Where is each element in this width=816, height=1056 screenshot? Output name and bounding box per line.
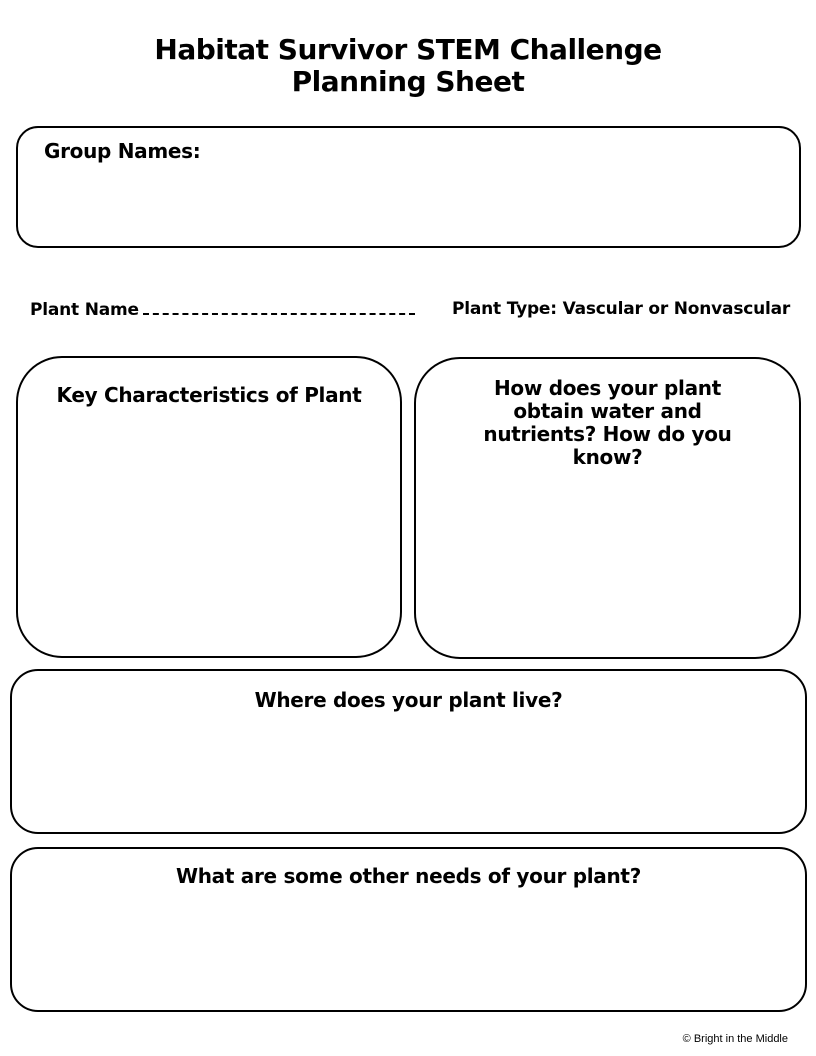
other-needs-label: What are some other needs of your plant? bbox=[175, 864, 641, 888]
water-nutrients-label: How does your plant obtain water and nutrients? How do you know? bbox=[483, 376, 732, 469]
plant-type-label: Plant Type: Vascular or Nonvascular bbox=[452, 299, 791, 319]
page-subtitle: Planning Sheet bbox=[291, 65, 525, 98]
plant-name-blank-line[interactable] bbox=[143, 301, 415, 315]
copyright-notice: © Bright in the Middle bbox=[682, 1033, 788, 1045]
other-needs-box[interactable] bbox=[10, 847, 807, 1012]
plant-name-label: Plant Name bbox=[30, 300, 139, 320]
habitat-label: Where does your plant live? bbox=[254, 688, 563, 712]
plant-name-field[interactable] bbox=[30, 300, 415, 320]
group-names-label: Group Names: bbox=[44, 139, 201, 163]
water-nutrients-box[interactable] bbox=[414, 357, 801, 659]
group-names-box[interactable] bbox=[16, 126, 801, 248]
page-title: Habitat Survivor STEM Challenge bbox=[154, 33, 662, 66]
key-characteristics-label: Key Characteristics of Plant bbox=[56, 383, 362, 407]
key-characteristics-box[interactable] bbox=[16, 356, 402, 658]
habitat-box[interactable] bbox=[10, 669, 807, 834]
